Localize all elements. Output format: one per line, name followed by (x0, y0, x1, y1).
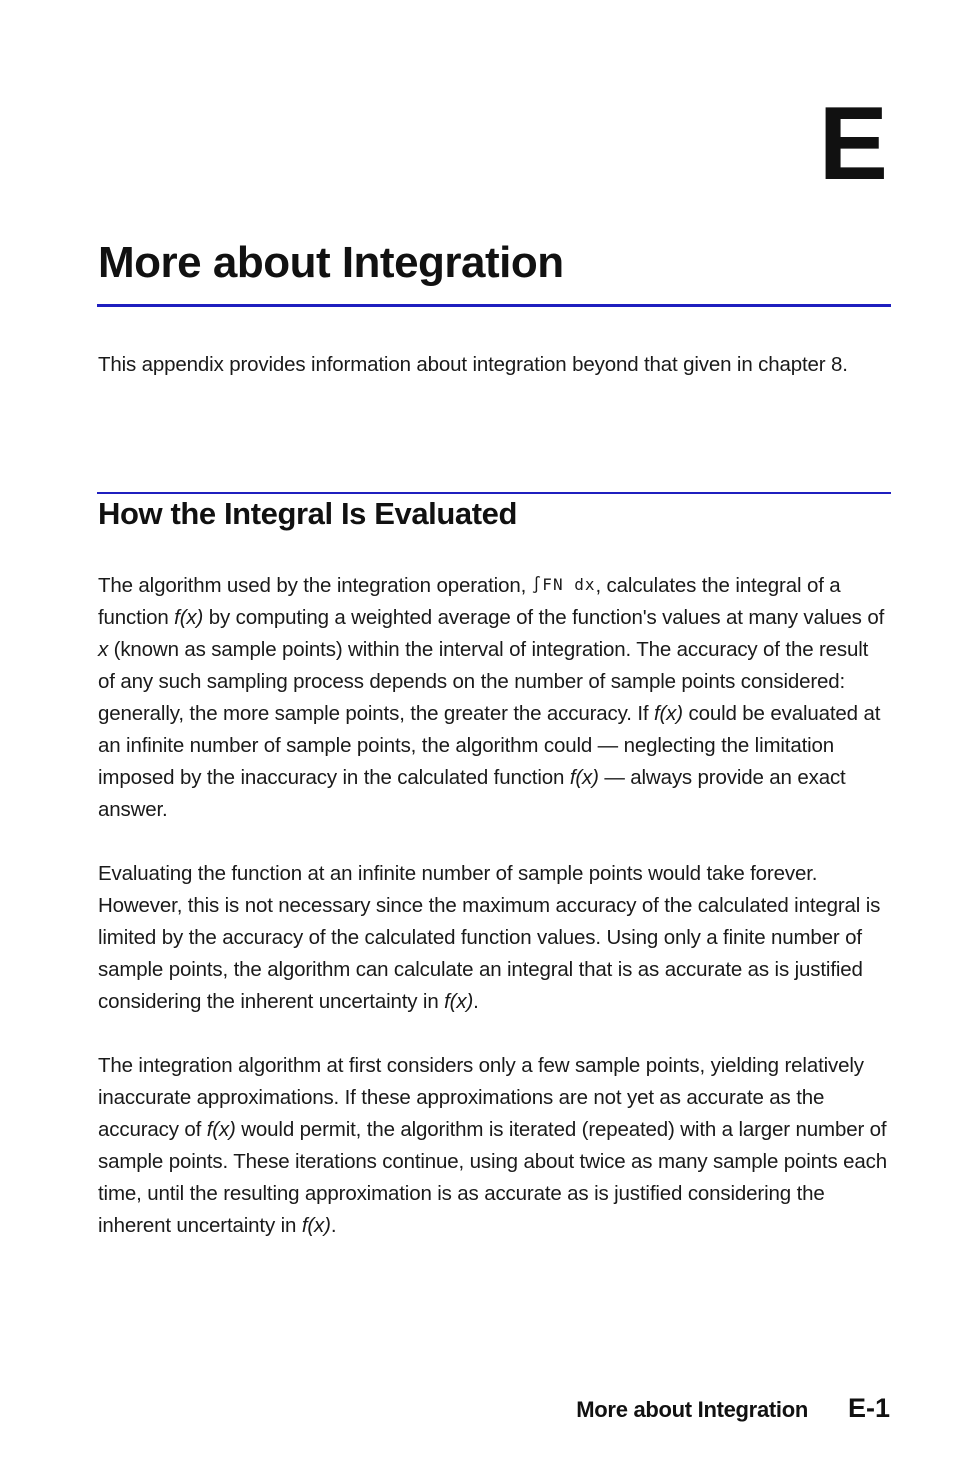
text-span: The algorithm used by the integration operation, (98, 574, 532, 597)
page-title: More about Integration (98, 238, 564, 287)
variable-term: x (98, 638, 109, 661)
text-span: (known as sample points) within the interval of integration. The accuracy of the result of any such sampling process depends on the number of sample points considered: generally, the more sample points, the greater the accuracy. If (98, 638, 869, 725)
text-span: The integration algorithm at first considers only a few sample points, yielding relatively inaccurate approximations. If these approximations are not yet as accurate as the accuracy of (98, 1054, 864, 1141)
page-number: E-1 (847, 1393, 890, 1423)
function-term: f(x) (653, 702, 683, 725)
function-term: f(x) (569, 766, 599, 789)
intro-paragraph: This appendix provides information about integration beyond that given in chapter 8. (98, 353, 848, 376)
text-span: could be evaluated at an infinite number of sample points, the algorithm could — neglecting the limitation imposed by the inaccuracy in the calculated function (98, 702, 881, 789)
page-footer (0, 1395, 954, 1431)
appendix-letter: E (818, 86, 888, 202)
function-term: f(x) (206, 1118, 236, 1141)
function-term: f(x) (301, 1214, 331, 1237)
text-span: by computing a weighted average of the function's values at many values of (203, 606, 885, 629)
text-span: — always provide an exact answer. (98, 766, 846, 821)
text-span: . (330, 1214, 337, 1237)
footer-title: More about Integration (576, 1397, 808, 1422)
function-term: f(x) (444, 990, 474, 1013)
section-rule (97, 492, 891, 494)
paragraph-algorithm (98, 569, 888, 826)
text-span: would permit, the algorithm is iterated (repeated) with a larger number of sample points. These iterations continue, using about twice as many sample points each time, until the resulting approximation is as accurate as is justified considering the inherent uncertainty in (98, 1118, 887, 1237)
integral-key-display: ∫FN dx (531, 575, 596, 594)
section-heading: How the Integral Is Evaluated (98, 496, 518, 531)
paragraph-finite-points (98, 858, 888, 1018)
title-rule (97, 304, 891, 307)
paragraph-iteration (98, 1050, 888, 1242)
function-term: f(x) (174, 606, 204, 629)
text-span: . (473, 990, 479, 1013)
text-span: , calculates the integral of a function (98, 574, 841, 629)
text-span: Evaluating the function at an infinite number of sample points would take forever. However, this is not necessary since the maximum accuracy of the calculated integral is limited by the accuracy of the calculated function values. Using only a finite number of sample points, the algorithm can calculate an integral that is as accurate as is justified considering the inherent uncertainty in (98, 862, 881, 1013)
